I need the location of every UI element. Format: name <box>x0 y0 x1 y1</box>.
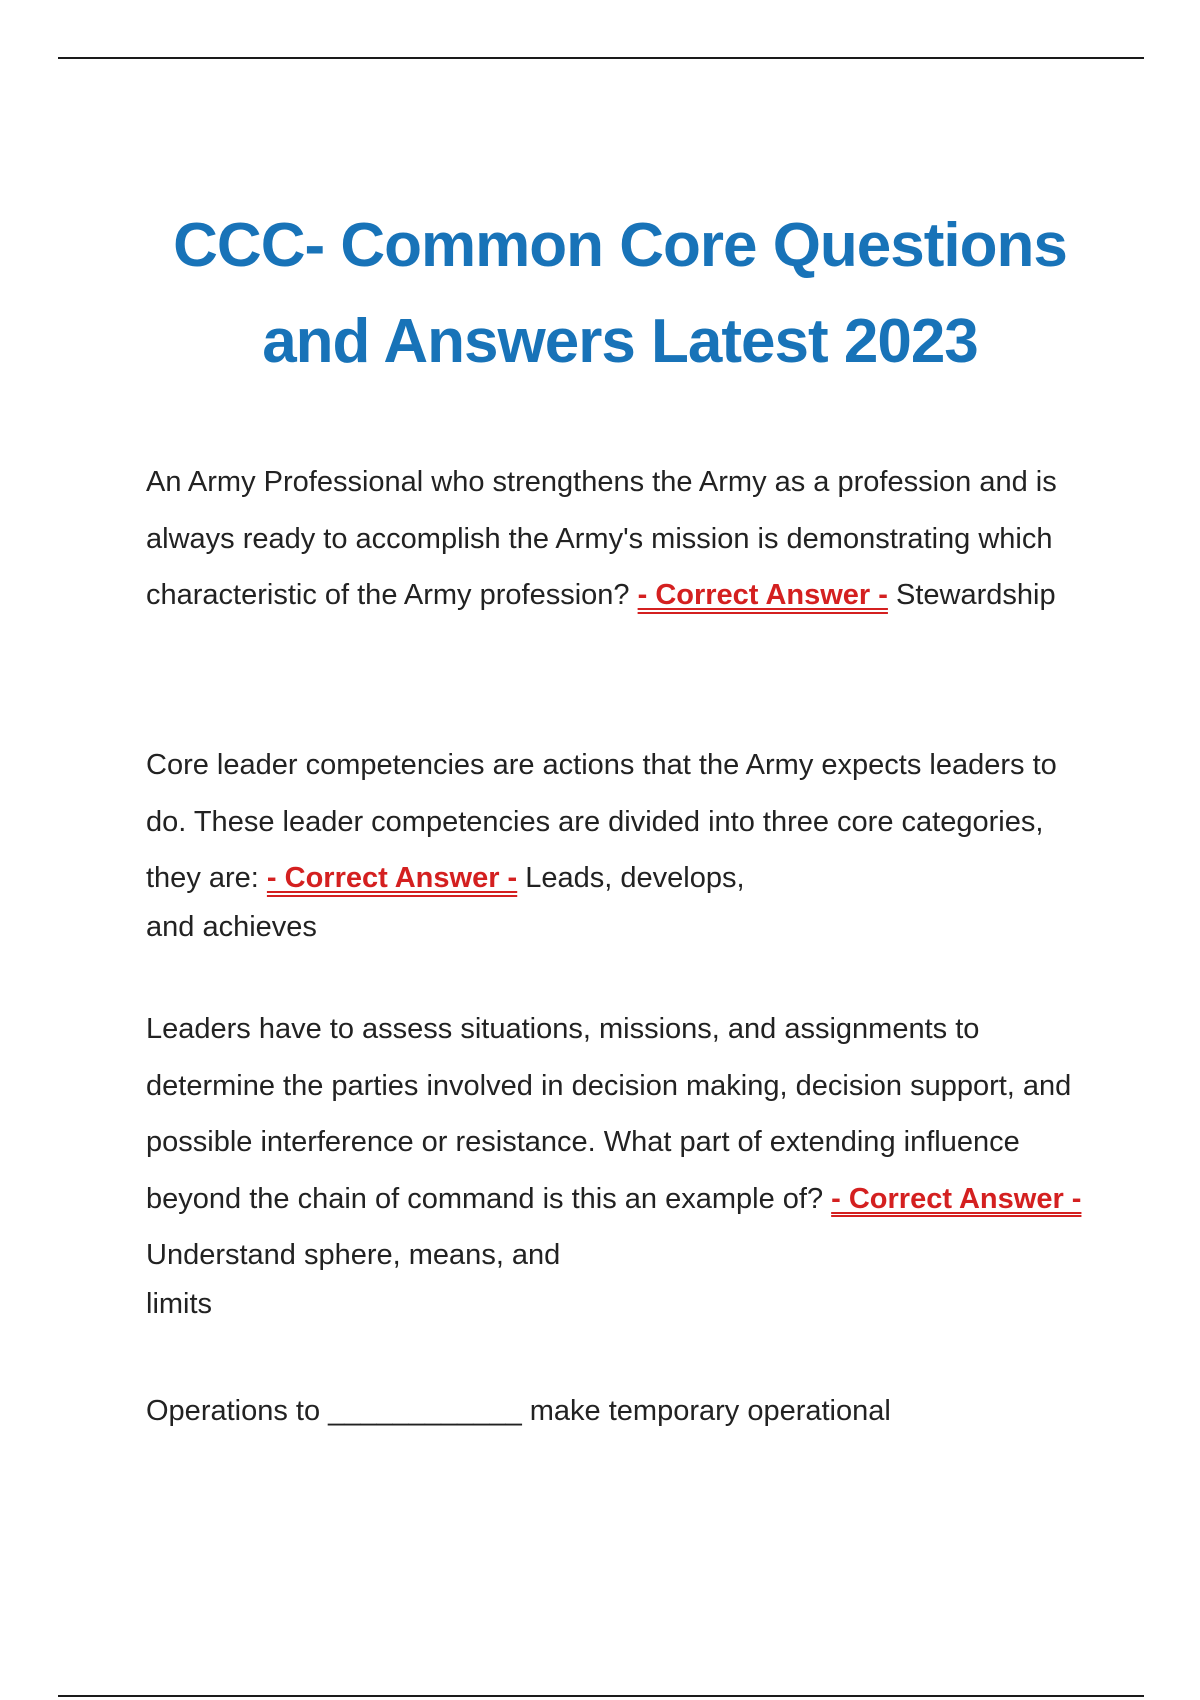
correct-answer-marker: - Correct Answer - <box>831 1182 1082 1215</box>
answer-text: Leads, develops, <box>525 862 745 894</box>
question-text: An Army Professional who strengthens the Army as a profession and is always ready to accomplish the Army's mission is demonstrating which characteristic of the Army profession? <box>146 466 1057 611</box>
answer-text: Stewardship <box>895 579 1056 611</box>
correct-answer-marker: - Correct Answer - <box>266 862 518 894</box>
answer-text-continued: and achieves <box>146 910 317 943</box>
title-line-1: CCC- Common Core Questions <box>173 211 1067 280</box>
correct-answer-marker: - Correct Answer - <box>637 579 888 611</box>
document-title <box>100 198 1140 390</box>
title-line-2: and Answers Latest 2023 <box>262 307 978 376</box>
answer-text: Understand sphere, means, and <box>146 1239 561 1271</box>
footer-rule <box>58 1695 1144 1697</box>
question-text: Operations to ____________ make temporary operational <box>146 1395 891 1427</box>
question-text: Core leader competencies are actions that the Army expects leaders to do. These leader competencies are divided into three core categories, they are: <box>146 749 1057 894</box>
answer-text-continued: limits <box>146 1287 213 1320</box>
qa-item-1 <box>146 454 1101 624</box>
header-rule <box>58 57 1144 59</box>
qa-item-2 <box>146 737 1101 947</box>
qa-item-4 <box>146 1383 1101 1440</box>
qa-item-3 <box>146 1001 1101 1324</box>
question-text: Leaders have to assess situations, missions, and assignments to determine the parties involved in decision making, decision support, and possible interference or resistance. What part of extending influence beyond the chain of command is this an example of? <box>146 1013 1072 1215</box>
